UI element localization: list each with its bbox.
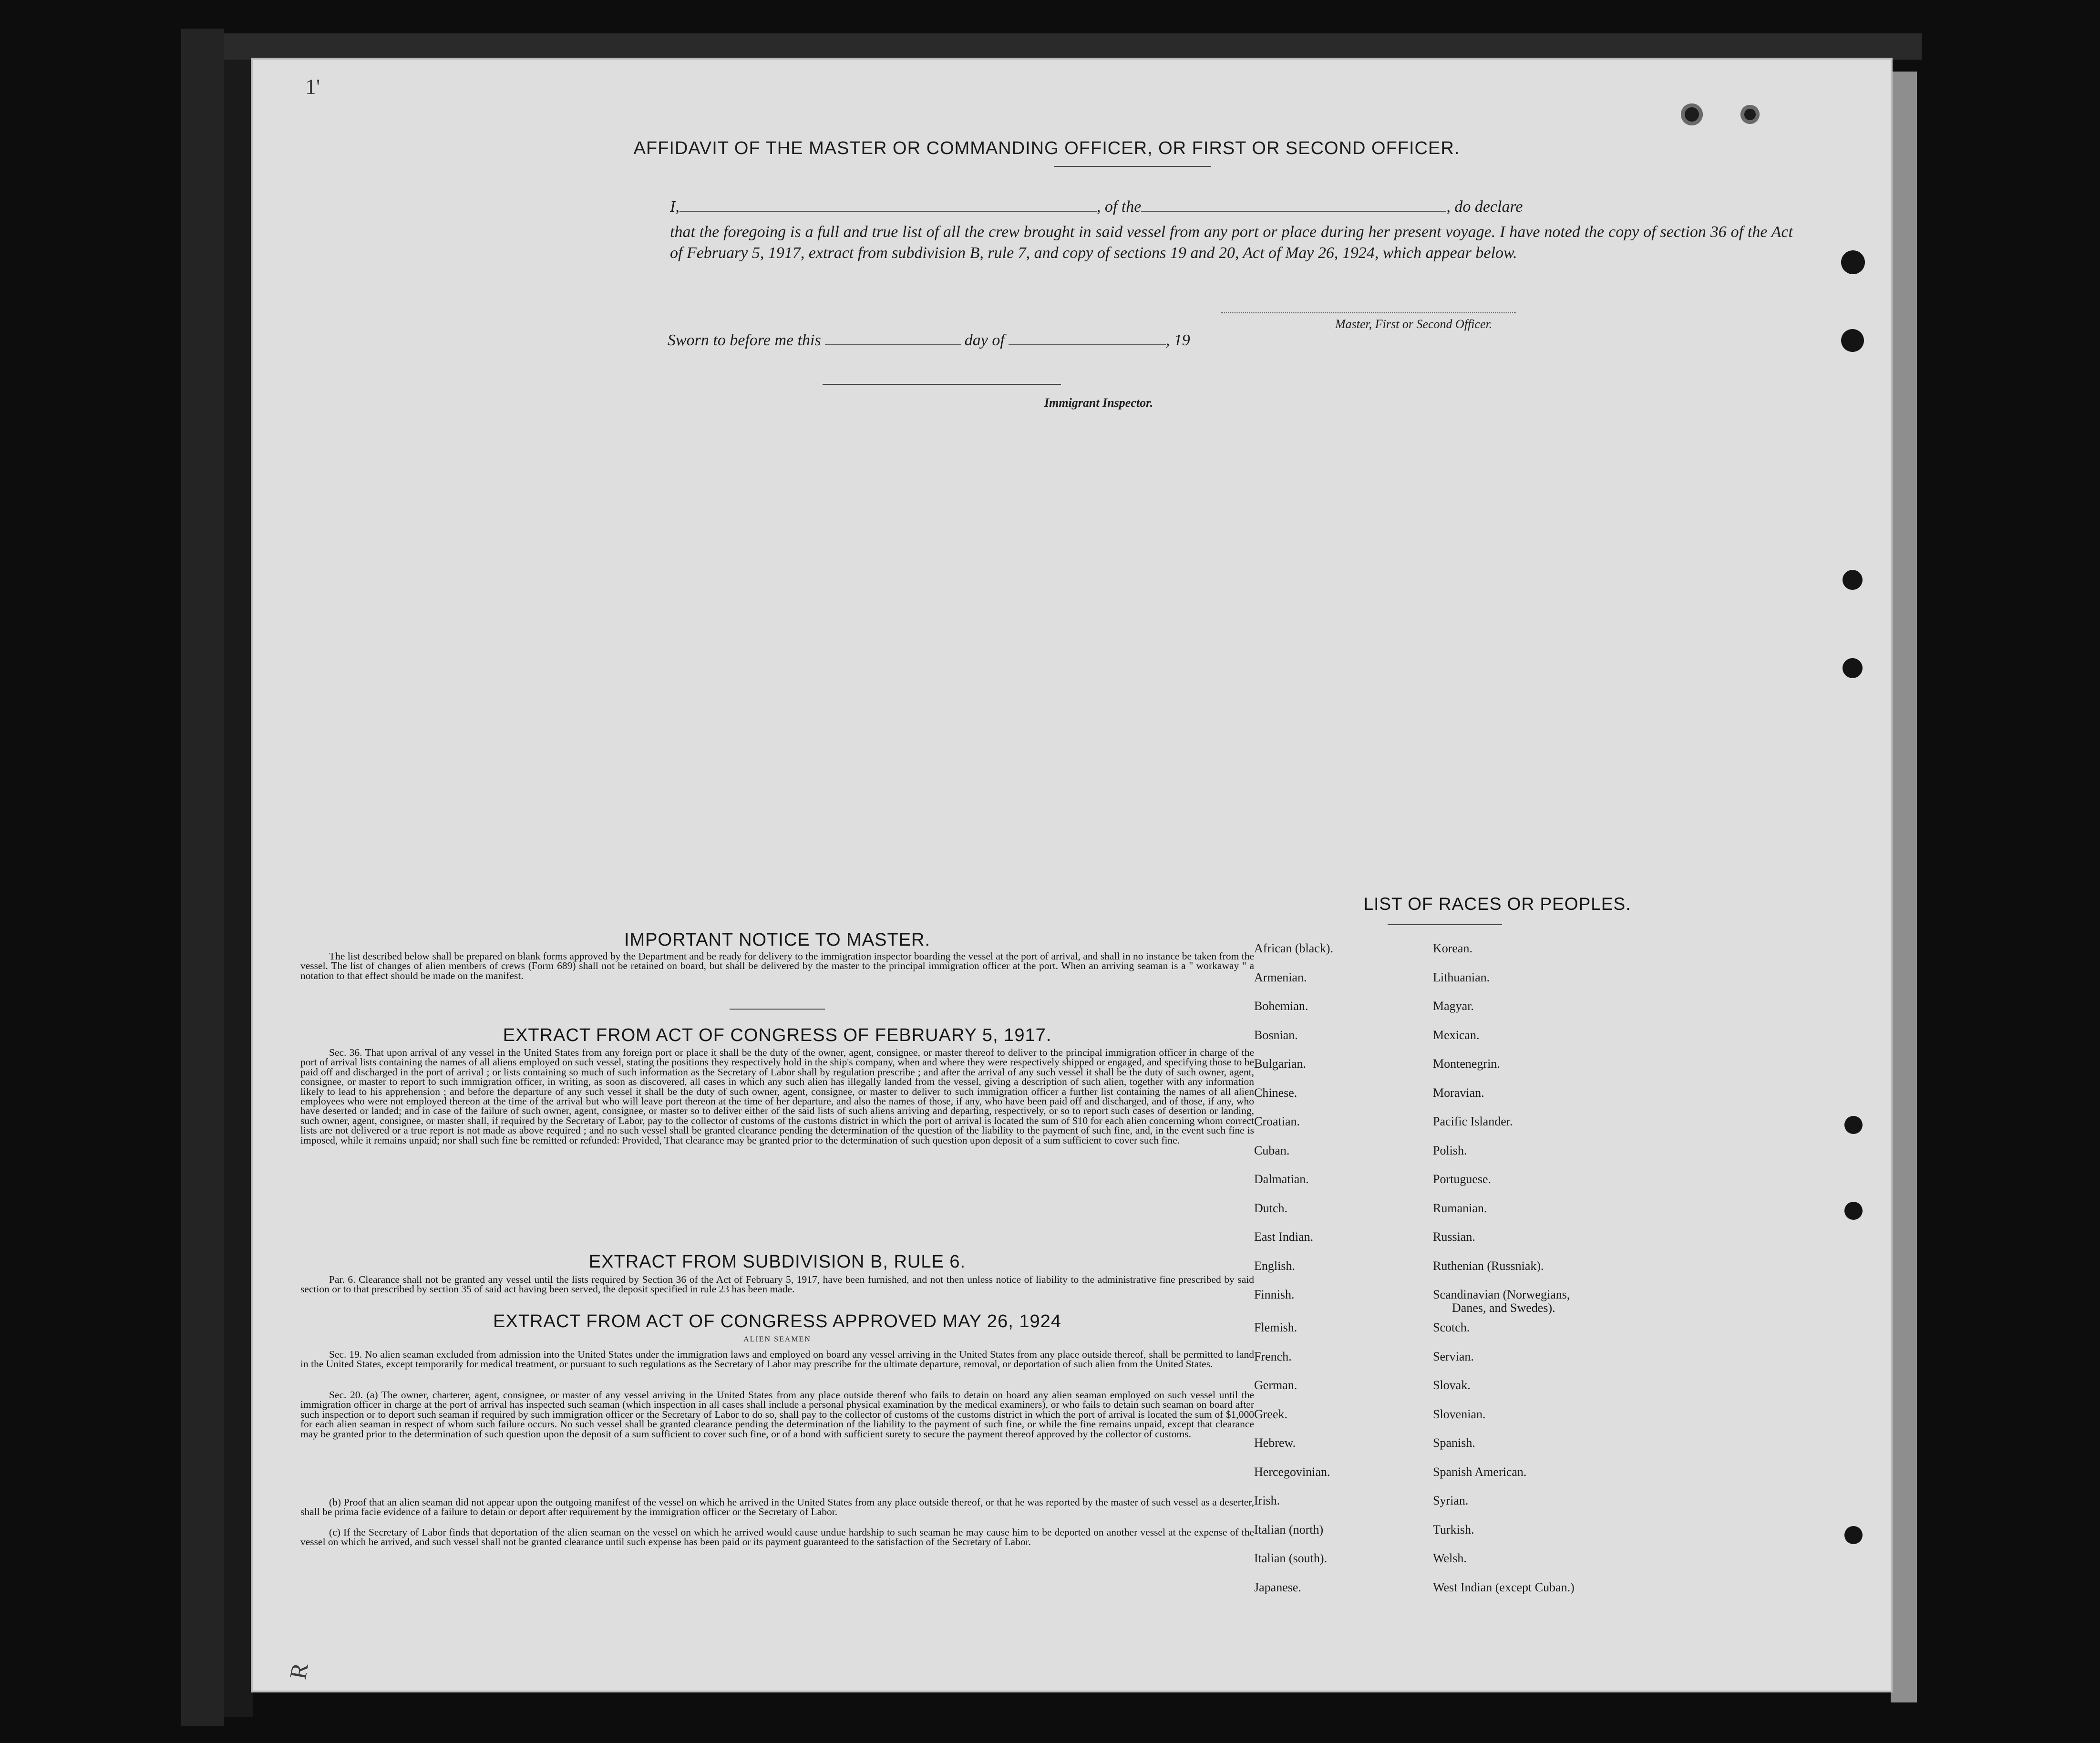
- race-item: Dutch.: [1254, 1201, 1288, 1215]
- sworn-month-field[interactable]: [1009, 344, 1166, 345]
- race-item: Spanish American.: [1433, 1465, 1527, 1479]
- race-item: Japanese.: [1254, 1580, 1301, 1594]
- race-item: Russian.: [1433, 1230, 1475, 1244]
- sworn-day-field[interactable]: [825, 344, 961, 345]
- sec20c-text: (c) If the Secretary of Labor finds that deportation of the alien seaman on the vessel on which he arrived would cause undue hardship to such seaman he may cause him to be deported on another vessel at the expense of the vessel on which he arrived, and such vessel shall not be granted clearance until such expense has been paid or its payment guaranteed to the satisfaction of the Secretary of Labor.: [300, 1526, 1254, 1548]
- race-item: Flemish.: [1254, 1320, 1297, 1334]
- affidavit-paragraph: that the foregoing is a full and true list of all the crew brought in said vessel from any port or place during her present voyage. I have noted the copy of section 36 of the Act of February 5, 1917, extract from subdivision B, rule 7, and copy of sections 19 and 20, Act of May 26, 1924, which appear below.: [670, 223, 1793, 262]
- signature-line[interactable]: [1221, 312, 1516, 313]
- race-item: Spanish.: [1433, 1436, 1475, 1450]
- day-of-label: day of: [964, 331, 1005, 349]
- races-right-column: [1433, 942, 1575, 1609]
- vessel-name-field[interactable]: [1141, 211, 1446, 212]
- race-item: Dalmatian.: [1254, 1172, 1309, 1186]
- race-item: Slovak.: [1433, 1378, 1471, 1392]
- scan-edge-left: [181, 29, 224, 1726]
- race-item: Montenegrin.: [1433, 1057, 1500, 1071]
- race-item: Bulgarian.: [1254, 1057, 1307, 1071]
- race-item: East Indian.: [1254, 1230, 1314, 1244]
- notice-title: IMPORTANT NOTICE TO MASTER.: [624, 930, 931, 950]
- races-left-column: [1254, 942, 1333, 1609]
- race-item: Lithuanian.: [1433, 970, 1490, 984]
- race-item: Scotch.: [1433, 1320, 1470, 1334]
- sec19-text: Sec. 19. No alien seaman excluded from admission into the United States under the immigration laws and employed on board any vessel arriving in the United States from any place outside thereof, shall be permitted to land in the United States, except temporarily for medical treatment, or pursuant to such regulations as the Secretary of Labor may prescribe for the ultimate departure, removal, or deportation of such alien from the United States.: [300, 1349, 1254, 1370]
- extract-1917-text: Sec. 36. That upon arrival of any vessel in the United States from any foreign port or place it shall be the duty of the owner, agent, consignee, or master thereof to deliver to the principal immigration officer in charge of the port of arrival lists containing the names of all aliens employed on such vessel, stating the positions they respectively hold in the ship's company, when and where they were respectively shipped or engaged, and specifying those to be paid off and discharged in the port of arrival ; or lists containing so much of such information as the Secretary of Labor shall by regulation prescribe ; and after the arrival of any such vessel it shall be the duty of such owner, agent, consignee, or master to report to such immigration officer, in writing, as soon as discovered, all cases in which any such alien has illegally landed from the vessel, giving a description of such alien, together with any information likely to lead to his apprehension ; and before the departure of any such vessel it shall be the duty of such owner, agent, consignee, or master to deliver to such immigration officer a further list containing the names of all alien employees who were not employed thereon at the time of the arrival but who will leave port thereon at the time of her departure, and also the names of those, if any, who have been paid off and discharged, and of those, if any, who have deserted or landed; and in case of the failure of such owner, agent, consignee, or master so to deliver either of the said lists of such aliens arriving and departing, respectively, or so to report such cases of desertion or landing, such owner, agent, consignee, or master shall, if required by the Secretary of Labor, pay to the collector of customs of the customs district in which the port of arrival is located the sum of $10 for each alien concerning whom correct lists are not delivered or a true report is not made as above required ; and no such vessel shall be granted clearance pending the determination of the question of the liability to the payment of such fine, and, in the event such fine is imposed, while it remains unpaid; nor shall such fine be remitted or refunded: Provided, That clearance may be granted prior to the determination of such question upon deposit of a sum sufficient to cover such fine.: [300, 1047, 1254, 1146]
- inspector-label: Immigrant Inspector.: [1044, 396, 1153, 410]
- races-title: LIST OF RACES OR PEOPLES.: [1363, 894, 1631, 914]
- year-prefix: , 19: [1165, 331, 1190, 349]
- race-item: Ruthenian (Russniak).: [1433, 1258, 1544, 1273]
- punch-hole: [1844, 1116, 1863, 1134]
- race-item: Italian (south).: [1254, 1551, 1328, 1565]
- extract-1924-subtitle: ALIEN SEAMEN: [743, 1335, 811, 1343]
- notice-rule: [730, 1009, 825, 1010]
- race-item: Chinese.: [1254, 1085, 1297, 1100]
- punch-hole: [1841, 329, 1864, 352]
- affidavit-declaration-line: [670, 198, 1523, 216]
- race-item: Croatian.: [1254, 1114, 1300, 1128]
- race-item: Armenian.: [1254, 970, 1307, 984]
- races-title-rule: [1388, 924, 1502, 925]
- race-item: Hercegovinian.: [1254, 1465, 1330, 1479]
- race-item: French.: [1254, 1349, 1292, 1363]
- notice-text: The list described below shall be prepared on blank forms approved by the Department and be ready for delivery to the immigration inspector boarding the vessel at the port of arrival, and shall in no instance be taken from the vessel. The list of changes of alien members of crews (Form 689) shall not be retained on board, but shall be delivered by the master to the principal immigration officer at the port. When an arriving seaman is a " workaway " a notation to that effect should be made on the manifest.: [300, 950, 1254, 981]
- race-item: Syrian.: [1433, 1494, 1469, 1507]
- extract-rule6-title: EXTRACT FROM SUBDIVISION B, RULE 6.: [588, 1252, 966, 1272]
- punch-hole: [1844, 1526, 1863, 1544]
- scan-edge-right: [1891, 72, 1917, 1702]
- race-item: African (black).: [1254, 941, 1334, 955]
- sec20a-text: Sec. 20. (a) The owner, charterer, agent, consignee, or master of any vessel arriving in the United States from any place outside thereof who fails to detain on board any alien seaman employed on such vessel until the immigration officer in charge at the port of arrival has inspected such seaman (which inspection in all cases shall include a personal physical examination by the medical examiners), or who fails to detain such seaman on board after such inspection or to deport such seaman if required by such immigration officer or the Secretary of Labor to do so, shall pay to the collector of customs of the customs district in which the port of arrival is located the sum of $1,000 for each alien seaman in respect of whom such failure occurs. No such vessel shall be granted clearance pending the determination of the liability to the payment of such fine, or while the fine remains unpaid, except that clearance may be granted prior to the determination of such question upon the deposit of a sum sufficient to cover such fine, or of a bond with sufficient surety to secure the payment thereof approved by the collector of customs.: [300, 1389, 1254, 1440]
- extract-rule6-text: Par. 6. Clearance shall not be granted any vessel until the lists required by Section 36 of the Act of February 5, 1917, have been furnished, and not then unless notice of liability to the administrative fine prescribed by said section or to that prescribed by section 35 of said act having been served, the deposit specified in rule 23 has been made.: [300, 1274, 1254, 1295]
- affidavit-title: AFFIDAVIT OF THE MASTER OR COMMANDING OFFICER, OR FIRST OR SECOND OFFICER.: [633, 138, 1460, 158]
- race-item: Rumanian.: [1433, 1201, 1487, 1215]
- race-item: Greek.: [1254, 1407, 1288, 1421]
- race-item: Portuguese.: [1433, 1172, 1492, 1186]
- race-item: Finnish.: [1254, 1288, 1295, 1301]
- race-item: Polish.: [1433, 1143, 1467, 1157]
- punch-hole: [1681, 103, 1703, 125]
- race-item-line: Scandinavian (Norwegians,: [1433, 1288, 1570, 1301]
- punch-hole: [1843, 658, 1863, 678]
- race-item: Irish.: [1254, 1494, 1280, 1507]
- race-item: German.: [1254, 1378, 1297, 1392]
- race-item: [1433, 1288, 1575, 1321]
- race-item: Pacific Islander.: [1433, 1114, 1513, 1128]
- form-page: [253, 60, 1891, 1691]
- signature-label: Master, First or Second Officer.: [1335, 317, 1493, 331]
- race-item: Bosnian.: [1254, 1028, 1298, 1042]
- punch-hole: [1844, 1202, 1863, 1220]
- scan-edge-left-inner: [224, 48, 253, 1717]
- declarant-name-field[interactable]: [679, 211, 1097, 212]
- race-item: Bohemian.: [1254, 999, 1308, 1013]
- race-item: Servian.: [1433, 1349, 1474, 1363]
- race-item: Cuban.: [1254, 1143, 1290, 1157]
- punch-hole: [1740, 105, 1760, 124]
- race-item: Hebrew.: [1254, 1436, 1296, 1450]
- race-item: Italian (north): [1254, 1522, 1324, 1537]
- sworn-text: Sworn to before me this: [668, 331, 821, 349]
- punch-hole: [1843, 570, 1863, 590]
- inspector-signature-line[interactable]: [823, 384, 1061, 385]
- extract-1924-title: EXTRACT FROM ACT OF CONGRESS APPROVED MAY 26, 1924: [493, 1311, 1061, 1331]
- declare-label: , do declare: [1446, 198, 1523, 216]
- race-item: Moravian.: [1433, 1085, 1484, 1100]
- race-item: Korean.: [1433, 941, 1473, 955]
- extract-1917-title: EXTRACT FROM ACT OF CONGRESS OF FEBRUARY 5, 1917.: [503, 1025, 1052, 1045]
- declarant-label: I,: [670, 198, 679, 216]
- scan-edge-top: [224, 33, 1922, 60]
- race-item-line: Danes, and Swedes).: [1452, 1301, 1555, 1315]
- affidavit-title-rule: [1054, 166, 1211, 167]
- margin-mark-bottom-left: R: [284, 1660, 314, 1681]
- margin-mark-top-left: 1': [305, 74, 320, 99]
- race-item: Slovenian.: [1433, 1407, 1486, 1421]
- of-the-label: , of the: [1096, 198, 1142, 216]
- race-item: West Indian (except Cuban.): [1433, 1580, 1575, 1594]
- race-item: Welsh.: [1433, 1551, 1467, 1565]
- race-item: Mexican.: [1433, 1028, 1480, 1042]
- race-item: Magyar.: [1433, 999, 1474, 1013]
- race-item: Turkish.: [1433, 1522, 1474, 1537]
- sec20b-text: (b) Proof that an alien seaman did not appear upon the outgoing manifest of the vessel on which he arrived in the United States from any place outside thereof, or that he was reported by the master of such vessel as a deserter, shall be prima facie evidence of a failure to detain or deport after requirement by the immigration officer or the Secretary of Labor.: [300, 1496, 1254, 1518]
- sworn-line: [668, 331, 1190, 350]
- race-item: English.: [1254, 1258, 1295, 1273]
- punch-hole: [1841, 250, 1865, 274]
